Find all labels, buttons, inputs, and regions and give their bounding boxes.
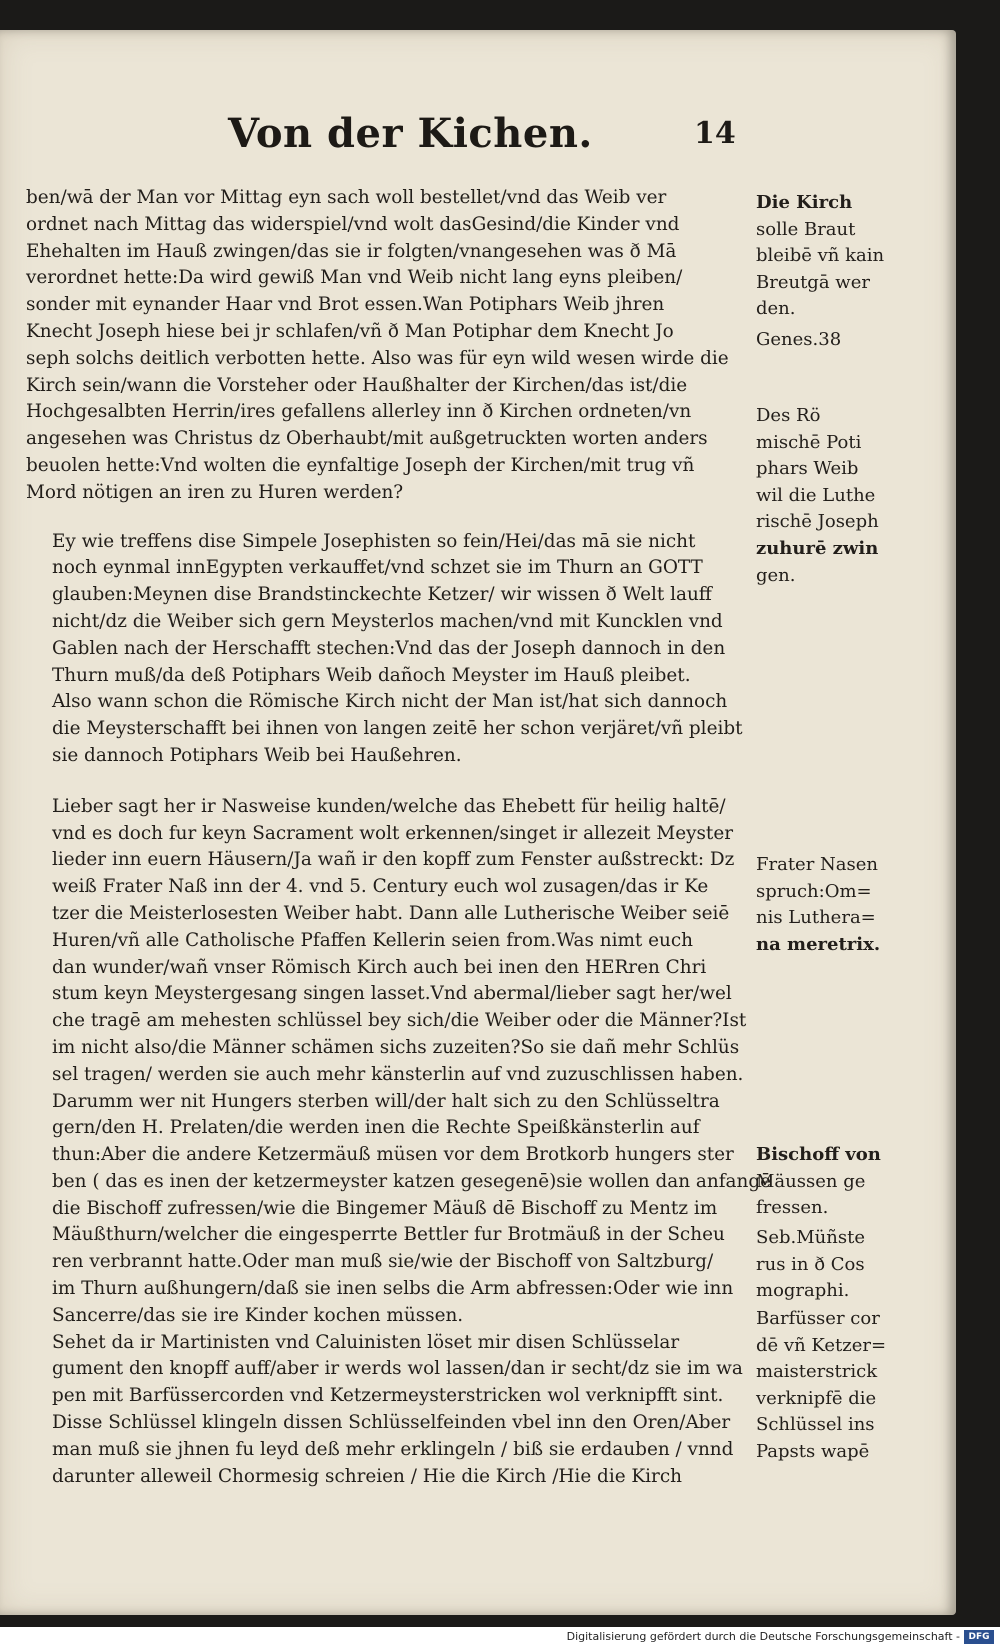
- note-line: verknipfē die: [756, 1387, 877, 1409]
- page-header: [0, 110, 956, 180]
- note-line: rus in ð Cos: [756, 1253, 865, 1275]
- text-line: noch eynmal innEgypten verkauffet/vnd schzet sie im Thurn an GOTT: [52, 557, 703, 579]
- text-line: die Meysterschafft bei ihnen von langen zeitē her schon verjäret/vñ pleibt: [52, 718, 743, 740]
- note-line: Bischoff von: [756, 1144, 881, 1165]
- text-line: Mord nötigen an iren zu Huren werden?: [26, 481, 404, 503]
- text-line: darunter alleweil Chormesig schreien / Hie die Kirch /Hie die Kirch: [52, 1465, 682, 1487]
- text-line: Thurn muß/da deß Potiphars Weib dañoch Meyster im Hauß pleibet.: [52, 664, 691, 686]
- text-line: che tragē am mehesten schlüssel bey sich/die Weiber oder die Männer?Ist: [52, 1010, 747, 1032]
- text-line: Lieber sagt her ir Nasweise kunden/welche das Ehebett für heilig haltē/: [52, 795, 726, 817]
- paragraph-3: [26, 794, 771, 1330]
- text-line: beuolen hette:Vnd wolten die eynfaltige Joseph der Kirchen/mit trug vñ: [26, 454, 695, 476]
- note-line: den.: [756, 298, 796, 320]
- note-line: dē vñ Ketzer=: [756, 1334, 887, 1356]
- note-line: maisterstrick: [756, 1361, 878, 1383]
- text-line: Sehet da ir Martinisten vnd Caluinisten löset mir disen Schlüsselar: [52, 1331, 680, 1353]
- note-line: solle Braut: [756, 218, 856, 240]
- text-line: Ey wie treffens dise Simpele Josephisten so fein/Hei/das mā sie nicht: [52, 530, 696, 552]
- text-line: vnd es doch fur keyn Sacrament wolt erkennen/singet ir allezeit Meyster: [52, 822, 734, 844]
- note-line: Mäussen ge: [756, 1170, 866, 1192]
- text-line: ren verbrannt hatte.Oder man muß sie/wie der Bischoff von Saltzburg/: [52, 1251, 714, 1273]
- text-line: man muß sie jhnen fu leyd deß mehr erklingeln / biß sie erdauben / vnnd: [52, 1438, 734, 1460]
- text-line: ben ( das es inen der ketzermeyster katzen gesegenē)sie wollen dan anfangē: [52, 1170, 771, 1192]
- text-line: Ehehalten im Hauß zwingen/das sie ir folgten/vnangesehen was ð Mā: [26, 240, 677, 262]
- note-line: Seb.Müñste: [756, 1227, 865, 1248]
- note-line: Genes.38: [756, 329, 842, 350]
- text-line: Gablen nach der Herschafft stechen:Vnd das der Joseph dannoch in den: [52, 637, 726, 659]
- text-line: gern/den H. Prelaten/die werden inen die Rechte Speißkänsterlin auf: [52, 1117, 700, 1139]
- text-line: Knecht Joseph hiese bei jr schlafen/vñ ð Man Potiphar dem Knecht Jo: [26, 320, 674, 342]
- note-line: zuhurē zwin: [756, 537, 879, 559]
- page-number: 14: [694, 116, 736, 151]
- text-line: Hochgesalbten Herrin/ires gefallens allerley inn ð Kirchen ordneten/vn: [26, 401, 692, 423]
- note-line: mographi.: [756, 1280, 850, 1302]
- funding-credit: Digitalisierung gefördert durch die Deutsche Forschungsgemeinschaft -: [566, 1630, 960, 1643]
- text-line: verordnet hette:Da wird gewiß Man vnd Weib nicht lang eyns pleiben/: [26, 267, 683, 289]
- text-line: pen mit Barfüssercorden vnd Ketzermeysterstricken wol verknipfft sint.: [52, 1385, 724, 1407]
- note-line: wil die Luthe: [756, 484, 876, 506]
- text-line: sonder mit eynander Haar vnd Brot essen.Wan Potiphars Weib jhren: [26, 294, 665, 316]
- note-line: phars Weib: [756, 458, 859, 480]
- paragraph-2: [26, 529, 756, 770]
- text-line: Kirch sein/wann die Vorsteher oder Haußhalter der Kirchen/das ist/die: [26, 374, 688, 396]
- note-line: Des Rö: [756, 405, 821, 426]
- main-text: [26, 185, 771, 1490]
- text-line: glauben:Meynen dise Brandstinckechte Ketzer/ wir wissen ð Welt lauff: [52, 584, 712, 606]
- note-line: Papsts wapē: [756, 1440, 870, 1462]
- text-line: seph solchs deitlich verbotten hette. Also was für eyn wild wesen wirde die: [26, 347, 729, 369]
- text-line: nicht/dz die Weiber sich gern Meysterlos machen/vnd mit Kuncklen vnd: [52, 610, 723, 632]
- book-page: [0, 30, 956, 1615]
- text-line: im nicht also/die Männer schämen sichs zuzeiten?So sie dañ mehr Schlüs: [52, 1036, 740, 1058]
- text-line: Sancerre/das sie ire Kinder kochen müssen.: [52, 1304, 464, 1326]
- text-line: die Bischoff zufressen/wie die Bingemer Mäuß dē Bischoff zu Mentz im: [52, 1197, 718, 1219]
- running-title: Von der Kichen.: [228, 110, 593, 157]
- note-line: mischē Poti: [756, 431, 862, 453]
- text-line: sel tragen/ werden sie auch mehr känsterlin auf vnd zuzuschlissen haben.: [52, 1063, 744, 1085]
- margin-note-6: [756, 1225, 906, 1305]
- text-line: gument den knopff auff/aber ir werds wol lassen/dan ir secht/dz sie im wa: [52, 1358, 743, 1380]
- note-line: Schlüssel ins: [756, 1414, 875, 1436]
- text-line: ordnet nach Mittag das widerspiel/vnd wolt dasGesind/die Kinder vnd: [26, 213, 680, 235]
- margin-note-2: [756, 327, 906, 354]
- text-line: Disse Schlüssel klingeln dissen Schlüsselfeinden vbel inn den Oren/Aber: [52, 1412, 731, 1434]
- dfg-logo: DFG: [964, 1630, 994, 1644]
- note-line: spruch:Om=: [756, 880, 872, 902]
- text-line: Darumm wer nit Hungers sterben will/der halt sich zu den Schlüsseltra: [52, 1090, 720, 1112]
- text-line: sie dannoch Potiphars Weib bei Haußehren.: [52, 744, 462, 766]
- note-line: Barfüsser cor: [756, 1308, 880, 1329]
- note-line: nis Luthera=: [756, 907, 876, 929]
- margin-note-4: [756, 852, 906, 958]
- note-line: gen.: [756, 564, 796, 586]
- margin-note-3: [756, 403, 906, 589]
- note-line: na meretrix.: [756, 933, 881, 955]
- text-line: ben/wā der Man vor Mittag eyn sach woll bestellet/vnd das Weib ver: [26, 187, 667, 208]
- note-line: fressen.: [756, 1197, 829, 1219]
- margin-note-1: [756, 190, 906, 323]
- text-line: stum keyn Meystergesang singen lasset.Vnd abermal/lieber sagt her/wel: [52, 983, 732, 1005]
- footer-bar: [0, 1627, 1000, 1647]
- paragraph-4: [26, 1330, 756, 1491]
- note-line: Breutgā wer: [756, 271, 870, 293]
- text-line: Mäußthurn/welcher die eingesperrte Bettler fur Brotmäuß in der Scheu: [52, 1224, 725, 1246]
- note-line: bleibē vñ kain: [756, 245, 885, 267]
- text-line: Also wann schon die Römische Kirch nicht der Man ist/hat sich dannoch: [52, 691, 728, 713]
- note-line: rischē Joseph: [756, 511, 879, 533]
- text-line: tzer die Meisterlosesten Weiber habt. Dann alle Lutherische Weiber seiē: [52, 902, 730, 924]
- text-line: im Thurn außhungern/daß sie inen selbs die Arm abfressen:Oder wie inn: [52, 1278, 734, 1300]
- text-line: lieder inn euern Häusern/Ja wañ ir den kopff zum Fenster außstreckt: Dz: [52, 849, 735, 871]
- text-line: angesehen was Christus dz Oberhaubt/mit außgetruckten worten anders: [26, 428, 708, 450]
- note-line: Die Kirch: [756, 192, 853, 213]
- text-line: weiß Frater Naß inn der 4. vnd 5. Century euch wol zusagen/das ir Ke: [52, 876, 709, 898]
- margin-note-5: [756, 1142, 906, 1222]
- text-line: thun:Aber die andere Ketzermäuß müsen vor dem Brotkorb hungers ster: [52, 1144, 734, 1166]
- text-line: Huren/vñ alle Catholische Pfaffen Kellerin seien from.Was nimt euch: [52, 929, 694, 951]
- margin-note-7: [756, 1306, 906, 1466]
- paragraph-1: [26, 185, 756, 507]
- text-line: dan wunder/wañ vnser Römisch Kirch auch bei inen den HERren Chri: [52, 956, 707, 978]
- note-line: Frater Nasen: [756, 854, 879, 875]
